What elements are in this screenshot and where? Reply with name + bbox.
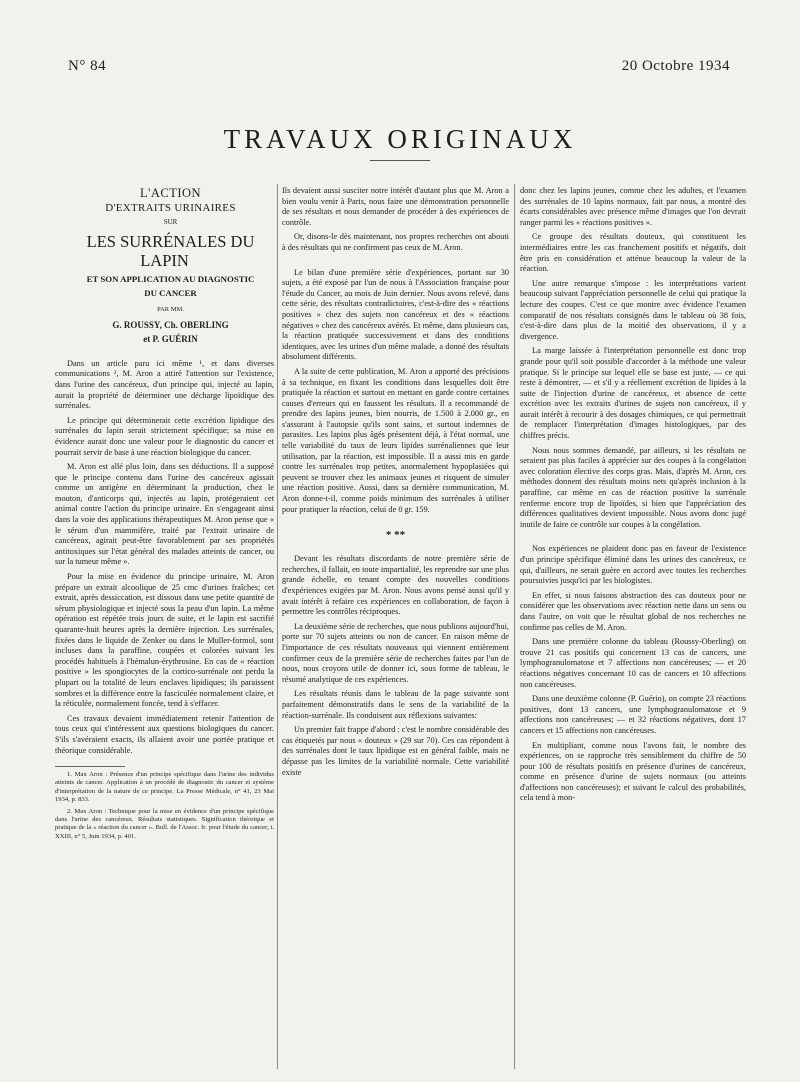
paragraph: Dans une première colonne du tableau (Roussy-Oberling) on trouve 21 cas positifs qui concernent 13 cas de cancers, une lymphogranulomatose et 7 affections non cancéreuses; — et 20 réactions négatives concernant 10 cas de cancers et 10 affections non cancéreuses. [520, 637, 746, 689]
text-column-2 [282, 186, 509, 782]
article-title-line5: DU CANCER [144, 288, 197, 299]
footnote: 2. Max Aron : Technique pour la mise en évidence d'un principe spécifique dans l'urine des cancéreux. Résultats statistiques. Signification théorique et pratique de la « réaction du cancer ». Bull. de l'Assoc. fr. pour l'étude du cancer, t. XXIII, n° 5, Juin 1934, p. 401. [55, 807, 274, 840]
paragraph: Nos expériences ne plaident donc pas en faveur de l'existence d'un principe spécifique éliminé dans les urines des cancéreux, ce qui, d'ailleurs, ne serait guère en accord avec toutes les recherches poursuivies jusqu'ici par les biologistes. [520, 544, 746, 586]
issue-number: N° 84 [68, 58, 107, 74]
article-title-line2: D'EXTRAITS URINAIRES [105, 201, 236, 214]
footnote: 1. Max Aron : Présence d'un principe spécifique dans l'urine des individus atteints de cancer. Application à un procédé de diagnostic du cancer et système d'interprétation de la nature de ce principe. La Presse Médicale, n° 41, 23 Mai 1934, p. 833. [55, 771, 274, 803]
title-rule [370, 160, 430, 161]
paragraph: La deuxième série de recherches, que nous publions aujourd'hui, porte sur 70 sujets atteints ou non de cancer. En raison même de l'importance de ces résultats nouveaux qui viennent entièrement confirmer ceux de la première série de recherches faites par l'un de nous, nous croyons utile de donner ici, sous forme de tableau, le résumé analytique de ces expériences. [282, 621, 509, 684]
paragraph: Or, disons-le dès maintenant, nos propres recherches ont abouti à des résultats qui ne confirment pas ceux de M. Aron. [282, 232, 509, 252]
paragraph: donc chez les lapins jeunes, comme chez les adultes, et l'examen des surrénales de 10 lapins normaux, fait par nous, a montré des écarts considérables avec présence même d'images que l'on devrait ranger parmi les « réactions positives ». [520, 186, 746, 227]
paragraph: Une autre remarque s'impose : les interprétations varient beaucoup suivant l'appréciation personnelle de celui qui pratique la lecture des coupes. C'est ce que montre avec évidence l'examen comparatif de nos résultats consignés dans le tableau où 38 fois, c'est-à-dire dans plus de la moitié des observations, il y a divergence. [520, 278, 746, 341]
article-title-line4: ET SON APPLICATION AU DIAGNOSTIC [86, 273, 255, 284]
paragraph: Le bilan d'une première série d'expériences, portant sur 30 sujets, a été exposé par l'un de nous à l'Association française pour l'étude du Cancer, au mois de Juin dernier. Nous avons relevé, dans cette série, des résultats contradictoires, c'est-à-dire des « réactions positives » chez des sujets non cancéreux et des « réactions négatives » chez des cancéreux avérés. Et même, dans plusieurs cas, la réaction pratiquée successivement et dans des conditions identiques, avec les urines d'un même malade, a donné des résultats absolument différents. [282, 267, 509, 362]
article-by: PAR MM. [157, 305, 184, 313]
paragraph: Ils devaient aussi susciter notre intérêt d'autant plus que M. Aron a bien voulu venir à Paris, nous faire une démonstration personnelle de ses résultats et nous demander de procéder à des expériences de contrôle. [282, 186, 509, 227]
paragraph: Les résultats réunis dans le tableau de la page suivante sont parfaitement démonstratifs dans le sens de la variabilité de la réaction-surrénale. Ils conduisent aux réflexions suivantes: [282, 689, 509, 720]
paragraph: Un premier fait frappe d'abord : c'est le nombre considérable des cas étiquetés par nous « douteux » (29 sur 70). Ces cas répondent à des surrénales dont le taux lipidique est en général faible, mais ne dépasse pas les limites de la variabilité normale. Cette variabilité existe [282, 725, 509, 777]
paragraph: Ces travaux devaient immédiatement retenir l'attention de tous ceux qui s'intéressent aux questions biologiques du cancer. S'ils s'avéraient exacts, ils allaient avoir une portée pratique et théorique considérable. [55, 713, 274, 755]
section-separator: * ** [385, 529, 406, 542]
footnote-rule [55, 766, 125, 767]
paragraph: A la suite de cette publication, M. Aron a apporté des précisions à sa technique, en fixant les conditions dans lesquelles doit être pratiquée la réaction et surtout en mettant en garde contre certaines causes d'erreurs qui en faussent les résultats. Il a recommandé de prendre des lapins jeunes, bien nourris, de 1.500 à 2.000 gr., en s'assurant à l'autopsie qu'ils sont sains, et surtout indemnes de parasites. Les lapins plus âgés présentent déjà, à l'état normal, une telle variabilité du taux de leurs lipides surrénaliennes que leur utilisation, par la réaction, est impossible. Il a aussi mis en garde contre les surrénales trop petites, anormalement hypoplasiées qui peuvent se trouver chez les animaux jeunes et risquent de simuler une réaction positive. Aussi, dans sa dernière communication, M. Aron donne-t-il, comme poids minimum des surrénales à utiliser pour pratiquer la réaction, celui de 0 gr. 159. [282, 366, 509, 514]
text-column-3 [520, 186, 746, 808]
article-title-main: LES SURRÉNALES DU LAPIN [86, 231, 255, 270]
paragraph: Dans une deuxième colonne (P. Guérin), on compte 23 réactions positives, dont 13 cancers, une lymphogranulomatose et 9 affections non cancéreuses; — et 32 réactions négatives, dont 17 cancers et 15 affections non cancéreuses. [520, 694, 746, 735]
article-title-sur: SUR [163, 218, 178, 227]
paragraph: Le principe qui déterminerait cette excrétion lipidique des surrénales du lapin serait strictement spécifique; sa mise en évidence aurait donc une valeur pour le diagnostic du cancer et pourrait servir de base à une réaction biologique du cancer. [55, 415, 274, 457]
article-title-line1: L'ACTION [139, 186, 202, 200]
paragraph: En multipliant, comme nous l'avons fait, le nombre des expériences, on se rapproche très sensiblement du chiffre de 50 pour 100 de résultats positifs en présence d'urines de cancéreux, comme en présence d'urine de sujets normaux (ou atteints d'affections non cancéreuses); et suivant le calcul des probabilités, cela tend à mon- [520, 740, 746, 803]
article-authors: G. ROUSSY, Ch. OBERLING [112, 319, 229, 330]
paragraph: Dans un article paru ici même ¹, et dans diverses communications ², M. Aron a attiré l'attention sur l'existence, dans l'urine des cancéreux, d'un principe qui, injecté au lapin, aurait la propriété de déterminer une décharge lipoïdique des surrénales. [55, 358, 274, 411]
text-column-1 [55, 186, 274, 845]
paragraph: M. Aron est allé plus loin, dans ses déductions. Il a supposé que le principe contenu dans l'urine des cancéreux agissait comme un antigène en déterminant la production, chez le mouton, d'anticorps qui, injectés au lapin, protégeraient cet animal contre l'action du principe urinaire. En s'engageant ainsi dans la voie des applications thérapeutiques M. Aron pense que « le sérum d'un mammifère, traité par l'extrait urinaire de cancéreux, agirait peut-être favorablement par ses propriétés antitoxiques sur l'état général des malades atteints de cancer, ou sur la tumeur même ». [55, 462, 274, 567]
column-divider [514, 184, 515, 1069]
paragraph: Pour la mise en évidence du principe urinaire, M. Aron prépare un extrait alcoolique de 25 cmc d'urines fraîches; cet extrait, après dessiccation, est dissous dans une petite quantité de sérum physiologique et injecté sous la peau d'un lapin. La même opération est répétée trois jours de suite, et le lapin est sacrifié quarante-huit heures après la dernière injection. Les surrénales, fixées dans le liquide de Zenker ou dans le Muller-formol, sont incluses dans la paraffine, coupées et colorées suivant les procédés habituels à l'hémalun-érythrosine. En cas de « réaction positive » les spongiocytes de la cortico-surrénale ont perdu la plupart ou la totalité de leurs enclaves lipidiques; ils paraissent sombres et la différence entre la fasciculée normalement claire, et la réticulée, normalement foncée, tend à s'effacer. [55, 572, 274, 709]
column-divider [277, 184, 278, 1069]
paragraph: Nous nous sommes demandé, par ailleurs, si les résultats ne seraient pas plus faciles à apprécier sur des coupes à la congélation avec coloration élective des corps gras. Mais, d'après M. Aron, ces méthodes donnent des résultats moins nets qu'après inclusion à la paraffine, car même en cas de réaction positive la surrénale renferme encore trop de lipoïdes, si bien que l'appréciation des différences qualitatives devient impossible. Nous avons donc jugé inutile de faire ce contrôle sur coupes à la congélation. [520, 445, 746, 529]
paragraph: Devant les résultats discordants de notre première série de recherches, il fallait, en toute impartialité, les reprendre sur une plus grande échelle, en tenant compte des nouvelles conditions d'expériences exigées par M. Aron. Nous avons pensé aussi qu'il y avait intérêt à refaire ces expériences en collaboration, de façon à permettre les contrôles réciproques. [282, 554, 509, 617]
section-title: TRAVAUX ORIGINAUX [223, 124, 577, 154]
paragraph: La marge laissée à l'interprétation personnelle est donc trop grande pour qu'il soit possible d'accorder à la méthode une valeur pratique. Si le principe sur lequel elle se base est juste, — ce qui reste à démontrer, — et s'il y a réellement excrétion de lipides à la suite de l'injection d'urine de cancéreux, et absence de cette excrétion avec les extraits d'urines de sujets non cancéreux, il y aurait intérêt à recourir à des dosages chimiques, ce qui permettrait de remplacer l'interprétation d'images histologiques, par des chiffres précis. [520, 346, 746, 441]
paragraph: Ce groupe des résultats douteux, qui constituent les intermédiaires entre les cas franchement positifs et négatifs, doit être pris en considération et atténue beaucoup la valeur de la réaction. [520, 232, 746, 274]
article-authors-2: et P. GUÉRIN [143, 334, 198, 345]
paragraph: En effet, si nous faisons abstraction des cas douteux pour ne considérer que les observations avec réaction nette dans un sens ou dans l'autre, on voit que le résultat global de nos recherches ne confirme pas celles de M. Aron. [520, 590, 746, 632]
issue-date: 20 Octobre 1934 [621, 58, 730, 74]
